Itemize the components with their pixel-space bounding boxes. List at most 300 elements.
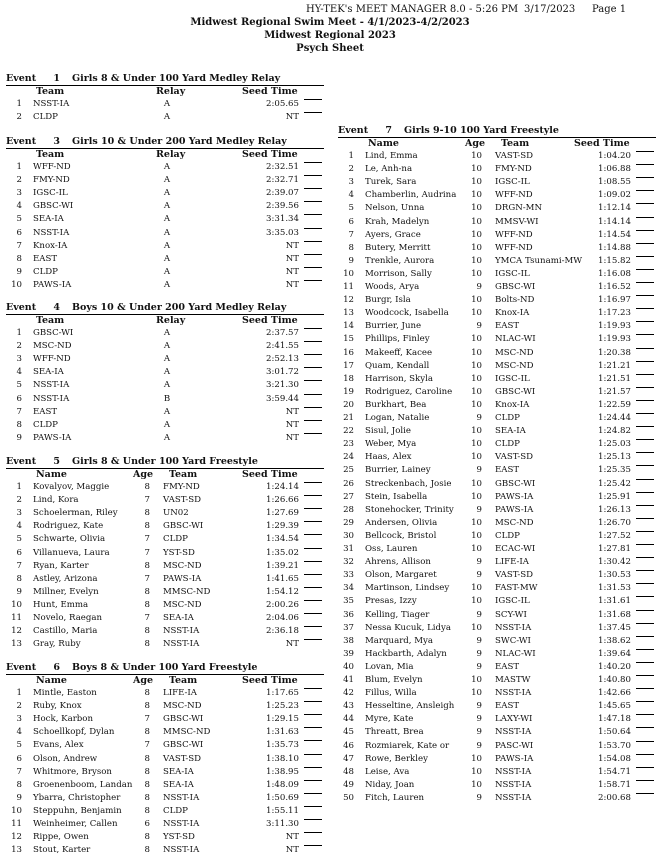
seed-time-cell: 1:12.14 [598, 203, 631, 214]
age-cell: 8 [144, 639, 150, 650]
team-cell: NLAC-WI [495, 648, 536, 659]
relay-cell: A [163, 406, 171, 417]
place-cell: 3 [16, 714, 22, 725]
team-cell: PAWS-IA [495, 491, 534, 502]
table-row [6, 112, 324, 122]
result-blank-line [304, 433, 322, 434]
place-cell: 8 [16, 419, 22, 430]
age-cell: 9 [476, 557, 482, 568]
age-cell: 7 [144, 613, 150, 623]
result-blank-line [304, 521, 322, 522]
swimmer-name-cell: Fitch, Lauren [365, 792, 425, 803]
seed-time-cell: 2:00.68 [598, 792, 631, 803]
seed-time-cell: 2:04.06 [266, 613, 299, 623]
seed-time-cell: 1:53.70 [598, 740, 631, 751]
seed-time-cell: 1:25.23 [266, 701, 299, 712]
swimmer-name-cell: Ayers, Grace [365, 229, 421, 240]
swimmer-name-cell: Nessa Kucuk, Lidya [365, 622, 452, 633]
table-row [338, 361, 656, 371]
place-cell: 6 [16, 753, 22, 764]
age-cell: 9 [476, 504, 482, 515]
place-cell: 2 [348, 164, 354, 175]
result-blank-line [636, 308, 654, 309]
relay-cell: A [163, 367, 171, 378]
team-cell: SEA-IA [163, 613, 194, 623]
swimmer-name-cell: Stout, Karter [33, 845, 91, 856]
table-row [338, 269, 656, 279]
result-blank-line [636, 636, 654, 637]
seed-time-cell: 1:14.54 [598, 229, 631, 240]
result-blank-line [304, 254, 322, 255]
seed-time-cell: NT [285, 419, 299, 430]
result-blank-line [636, 557, 654, 558]
team-cell: NSST-IA [163, 845, 200, 856]
team-cell: MMSC-ND [163, 586, 211, 597]
team-cell: Bolts-ND [495, 295, 535, 306]
team-cell: PASC-WI [495, 740, 534, 751]
seed-time-cell: 1:22.59 [598, 399, 631, 410]
team-cell: CLDP [163, 805, 188, 816]
age-cell: 9 [476, 648, 482, 659]
result-blank-line [636, 741, 654, 742]
swimmer-name-cell: Woods, Arya [365, 282, 420, 292]
age-cell: 10 [471, 373, 482, 384]
result-blank-line [636, 479, 654, 480]
result-blank-line [636, 256, 654, 257]
relay-cell: A [163, 419, 171, 430]
result-blank-line [636, 387, 654, 388]
seed-time-cell: 1:27.69 [266, 508, 299, 519]
table-row [6, 806, 324, 816]
result-blank-line [304, 714, 322, 715]
result-blank-line [304, 99, 322, 100]
result-blank-line [304, 407, 322, 408]
place-cell: 19 [343, 386, 354, 397]
seed-time-cell: 1:21.57 [598, 386, 631, 397]
table-row [6, 780, 324, 790]
relay-cell: B [163, 393, 171, 404]
place-cell: 16 [343, 347, 354, 358]
seed-time-cell: 2:32.51 [266, 162, 299, 172]
table-row [6, 767, 324, 777]
event-title: Boys 10 & Under 200 Yard Medley Relay [72, 302, 287, 313]
swimmer-name-cell: Lind, Kora [33, 495, 79, 506]
place-cell: 43 [343, 701, 354, 712]
team-column-header: Team [501, 138, 530, 149]
age-cell: 10 [471, 478, 482, 489]
swimmer-name-cell: Hesseltine, Ansleigh [365, 701, 455, 712]
swimmer-name-cell: Hackbarth, Adalyn [365, 648, 447, 659]
team-cell: CLDP [33, 112, 58, 123]
swimmer-name-cell: Burrier, June [365, 321, 422, 332]
seed-time-cell: 2:00.26 [266, 599, 299, 610]
column-headers [338, 138, 656, 150]
place-cell: 12 [343, 295, 354, 306]
result-blank-line [304, 267, 322, 268]
team-cell: NSST-IA [163, 792, 200, 803]
team-cell: SEA-IA [163, 779, 194, 790]
result-blank-line [636, 570, 654, 571]
place-cell: 33 [343, 570, 354, 581]
age-cell: 10 [471, 203, 482, 214]
result-blank-line [636, 596, 654, 597]
seed-column-header: Seed Time [574, 138, 630, 149]
event-heading [6, 302, 324, 314]
team-cell: GBSC-WI [495, 386, 536, 397]
team-cell: WFF-ND [495, 229, 533, 240]
age-cell: 9 [476, 792, 482, 803]
team-cell: MSC-ND [163, 701, 202, 712]
result-blank-line [636, 793, 654, 794]
team-cell: LIFE-IA [495, 557, 530, 568]
seed-time-cell: 2:52.13 [266, 354, 299, 365]
swimmer-name-cell: Evans, Alex [33, 740, 84, 751]
result-blank-line [636, 780, 654, 781]
place-cell: 44 [343, 714, 354, 725]
team-cell: MSC-ND [495, 347, 534, 358]
swimmer-name-cell: Rodriguez, Caroline [365, 386, 453, 397]
table-row [338, 282, 656, 292]
seed-time-cell: 2:05.65 [266, 99, 299, 109]
age-cell: 10 [471, 753, 482, 764]
swimmer-name-cell: Hunt, Emma [33, 599, 89, 610]
place-cell: 34 [343, 583, 354, 594]
team-cell: WFF-ND [495, 242, 533, 253]
place-cell: 49 [343, 779, 354, 790]
place-cell: 8 [16, 253, 22, 264]
name-column-header: Name [36, 675, 67, 686]
place-cell: 4 [16, 727, 22, 738]
team-cell: NSST-IA [33, 227, 70, 238]
column-headers [6, 315, 324, 327]
swimmer-name-cell: Le, Anh-na [365, 164, 413, 175]
place-cell: 13 [11, 639, 22, 650]
column-headers [6, 675, 324, 687]
team-cell: GBSC-WI [495, 478, 536, 489]
relay-cell: A [163, 201, 171, 212]
team-cell: EAST [33, 406, 58, 417]
swimmer-name-cell: Olson, Andrew [33, 753, 98, 764]
place-cell: 47 [343, 753, 354, 764]
team-cell: GBSC-WI [163, 740, 204, 751]
event-label: Event [6, 456, 37, 467]
seed-time-cell: 1:08.55 [598, 177, 631, 188]
age-cell: 8 [144, 599, 150, 610]
seed-time-cell: 1:25.13 [598, 452, 631, 463]
swimmer-name-cell: Olson, Margaret [365, 570, 437, 581]
seed-time-cell: 1:16.08 [598, 268, 631, 279]
place-cell: 6 [16, 547, 22, 558]
swimmer-name-cell: Steppuhn, Benjamin [33, 805, 122, 816]
event-number: 1 [53, 73, 60, 84]
age-cell: 8 [144, 832, 150, 843]
result-blank-line [304, 767, 322, 768]
age-cell: 9 [476, 661, 482, 672]
swimmer-name-cell: Leise, Ava [365, 766, 410, 777]
place-cell: 4 [348, 190, 354, 201]
place-cell: 7 [348, 229, 354, 240]
team-cell: FMY-ND [495, 164, 532, 175]
result-blank-line [304, 175, 322, 176]
place-cell: 13 [11, 845, 22, 856]
seed-time-cell: 1:54.08 [598, 753, 631, 764]
table-row [6, 341, 324, 351]
event-number: 3 [53, 136, 60, 147]
table-row [338, 439, 656, 449]
table-row [6, 561, 324, 571]
seed-time-cell: 1:17.23 [598, 308, 631, 319]
swimmer-name-cell: Fillus, Willa [365, 688, 417, 699]
team-cell: VAST-SD [163, 753, 202, 764]
place-cell: 46 [343, 740, 354, 751]
place-cell: 32 [343, 557, 354, 568]
seed-time-cell: 1:24.82 [598, 426, 631, 437]
seed-time-cell: 2:39.56 [266, 201, 299, 212]
table-row [338, 518, 656, 528]
swimmer-name-cell: Burrier, Lainey [365, 465, 431, 476]
result-blank-line [304, 613, 322, 614]
seed-time-cell: 1:06.88 [598, 164, 631, 175]
result-blank-line [636, 361, 654, 362]
team-cell: NSST-IA [163, 626, 200, 637]
table-row [6, 328, 324, 338]
age-cell: 10 [471, 452, 482, 463]
team-cell: MSC-ND [495, 360, 534, 371]
seed-time-cell: 1:31.63 [266, 727, 299, 738]
place-cell: 3 [16, 188, 22, 199]
age-cell: 9 [476, 465, 482, 476]
table-row [338, 727, 656, 737]
place-cell: 9 [16, 586, 22, 597]
age-cell: 9 [476, 282, 482, 292]
place-cell: 28 [343, 504, 354, 515]
seed-time-cell: 1:35.02 [266, 547, 299, 558]
team-cell: CLDP [495, 439, 520, 450]
event-label: Event [6, 73, 37, 84]
age-cell: 10 [471, 151, 482, 161]
team-cell: NSST-IA [163, 639, 200, 650]
seed-time-cell: NT [285, 112, 299, 123]
table-row [338, 623, 656, 633]
result-blank-line [636, 203, 654, 204]
seed-time-cell: 1:26.70 [598, 517, 631, 528]
table-row [6, 819, 324, 829]
result-blank-line [636, 295, 654, 296]
team-cell: FMY-ND [163, 482, 200, 492]
team-cell: YST-SD [163, 547, 195, 558]
place-cell: 11 [11, 613, 22, 623]
seed-time-cell: NT [285, 845, 299, 856]
team-cell: YMCA Tsunami-MW [495, 255, 583, 266]
table-row [338, 334, 656, 344]
seed-time-cell: 1:54.12 [266, 586, 299, 597]
swimmer-name-cell: Niday, Joan [365, 779, 415, 790]
team-cell: IGSC-IL [495, 177, 530, 188]
result-blank-line [636, 269, 654, 270]
seed-time-cell: 1:55.11 [266, 805, 299, 816]
result-blank-line [304, 508, 322, 509]
place-cell: 45 [343, 727, 354, 738]
software-label: HY-TEK's MEET MANAGER 8.0 - 5:26 PM [306, 4, 519, 15]
team-cell: VAST-SD [495, 151, 534, 161]
team-cell: MSC-ND [495, 517, 534, 528]
table-row [6, 714, 324, 724]
place-cell: 5 [348, 203, 354, 214]
table-row [338, 714, 656, 724]
team-cell: NSST-IA [495, 622, 532, 633]
age-cell: 8 [144, 560, 150, 571]
event-heading [6, 136, 324, 148]
table-row [338, 230, 656, 240]
table-row [6, 613, 324, 623]
table-row [6, 740, 324, 750]
swimmer-name-cell: Novelo, Raegan [33, 613, 103, 623]
team-cell: GBSC-WI [33, 328, 74, 338]
place-cell: 21 [343, 413, 354, 423]
seed-time-cell: 1:04.20 [598, 151, 631, 161]
seed-time-cell: 1:20.38 [598, 347, 631, 358]
relay-cell: A [163, 175, 171, 186]
team-column-header: Team [169, 469, 198, 480]
place-cell: 12 [11, 832, 22, 843]
age-cell: 10 [471, 675, 482, 685]
age-cell: 8 [144, 626, 150, 637]
table-row [6, 701, 324, 711]
team-cell: ECAC-WI [495, 544, 536, 554]
swimmer-name-cell: Lovan, Mia [365, 661, 414, 672]
result-blank-line [636, 649, 654, 650]
age-cell: 8 [144, 482, 150, 492]
swimmer-name-cell: Phillips, Finley [365, 334, 430, 345]
event-number: 6 [53, 662, 60, 673]
seed-time-cell: 3:21.30 [266, 380, 299, 391]
result-blank-line [304, 574, 322, 575]
team-cell: MMSV-WI [495, 216, 539, 227]
team-cell: NSST-IA [495, 792, 532, 803]
place-cell: 7 [16, 560, 22, 571]
team-cell: Knox-IA [33, 240, 68, 251]
table-row [6, 548, 324, 558]
place-cell: 2 [16, 701, 22, 712]
seed-time-cell: 2:41.55 [266, 341, 299, 352]
age-cell: 10 [471, 399, 482, 410]
team-cell: PAWS-IA [33, 432, 72, 443]
seed-time-cell: 1:29.15 [266, 714, 299, 725]
table-row [338, 151, 656, 161]
seed-time-cell: 1:58.71 [598, 779, 631, 790]
age-cell: 8 [144, 753, 150, 764]
seed-time-cell: 1:42.66 [598, 688, 631, 699]
table-row [6, 534, 324, 544]
team-cell: PAWS-IA [33, 279, 72, 290]
result-blank-line [304, 740, 322, 741]
table-row [6, 241, 324, 251]
table-row [6, 574, 324, 584]
swimmer-name-cell: Woodcock, Isabella [365, 308, 449, 319]
seed-time-cell: 1:27.52 [598, 530, 631, 541]
place-cell: 1 [348, 151, 354, 161]
relay-cell: A [163, 279, 171, 290]
seed-column-header: Seed Time [242, 86, 298, 97]
place-cell: 10 [11, 279, 22, 290]
result-blank-line [636, 439, 654, 440]
seed-column-header: Seed Time [242, 675, 298, 686]
table-row [338, 413, 656, 423]
swimmer-name-cell: Streckenbach, Josie [365, 478, 452, 489]
result-blank-line [636, 688, 654, 689]
swimmer-name-cell: Krah, Madelyn [365, 216, 430, 227]
seed-time-cell: 1:48.09 [266, 779, 299, 790]
place-cell: 38 [343, 635, 354, 646]
table-row [338, 374, 656, 384]
seed-time-cell: NT [285, 432, 299, 443]
seed-time-cell: 1:31.53 [598, 583, 631, 594]
age-cell: 9 [476, 413, 482, 423]
table-row [338, 387, 656, 397]
swimmer-name-cell: Ybarra, Christopher [33, 792, 121, 803]
swimmer-name-cell: Millner, Evelyn [33, 586, 99, 597]
swimmer-name-cell: Mintle, Easton [33, 688, 97, 698]
team-cell: SEA-IA [495, 426, 526, 437]
seed-time-cell: NT [285, 832, 299, 843]
swimmer-name-cell: Kovalyov, Maggie [33, 482, 110, 492]
team-cell: EAST [495, 701, 520, 712]
table-row [338, 505, 656, 515]
table-row [338, 583, 656, 593]
result-blank-line [636, 465, 654, 466]
age-cell: 10 [471, 517, 482, 528]
place-cell: 4 [16, 201, 22, 212]
event-label: Event [338, 125, 369, 136]
table-row [338, 295, 656, 305]
age-cell: 10 [471, 242, 482, 253]
seed-time-cell: NT [285, 266, 299, 277]
team-cell: Knox-IA [495, 399, 530, 410]
seed-time-cell: 1:29.39 [266, 521, 299, 532]
table-row [338, 754, 656, 764]
result-blank-line [636, 492, 654, 493]
seed-time-cell: 1:41.65 [266, 573, 299, 584]
result-blank-line [636, 190, 654, 191]
place-cell: 23 [343, 439, 354, 450]
team-cell: WFF-ND [495, 190, 533, 201]
place-cell: 10 [11, 599, 22, 610]
relay-cell: A [163, 188, 171, 199]
seed-time-cell: 3:35.03 [266, 227, 299, 238]
table-row [6, 508, 324, 518]
table-row [338, 596, 656, 606]
relay-column-header: Relay [156, 315, 186, 326]
table-row [338, 662, 656, 672]
table-row [338, 348, 656, 358]
place-cell: 8 [16, 573, 22, 584]
swimmer-name-cell: Oss, Lauren [365, 544, 418, 554]
team-column-header: Team [36, 149, 65, 160]
age-cell: 8 [144, 766, 150, 777]
swimmer-name-cell: Ruby, Knox [33, 701, 82, 712]
seed-time-cell: 3:59.44 [266, 393, 299, 404]
age-column-header: Age [133, 675, 154, 686]
table-row [6, 267, 324, 277]
result-blank-line [636, 452, 654, 453]
age-cell: 10 [471, 308, 482, 319]
result-blank-line [304, 626, 322, 627]
age-cell: 10 [471, 688, 482, 699]
result-blank-line [304, 548, 322, 549]
seed-time-cell: 1:19.93 [598, 321, 631, 332]
place-cell: 2 [16, 495, 22, 506]
result-blank-line [636, 583, 654, 584]
